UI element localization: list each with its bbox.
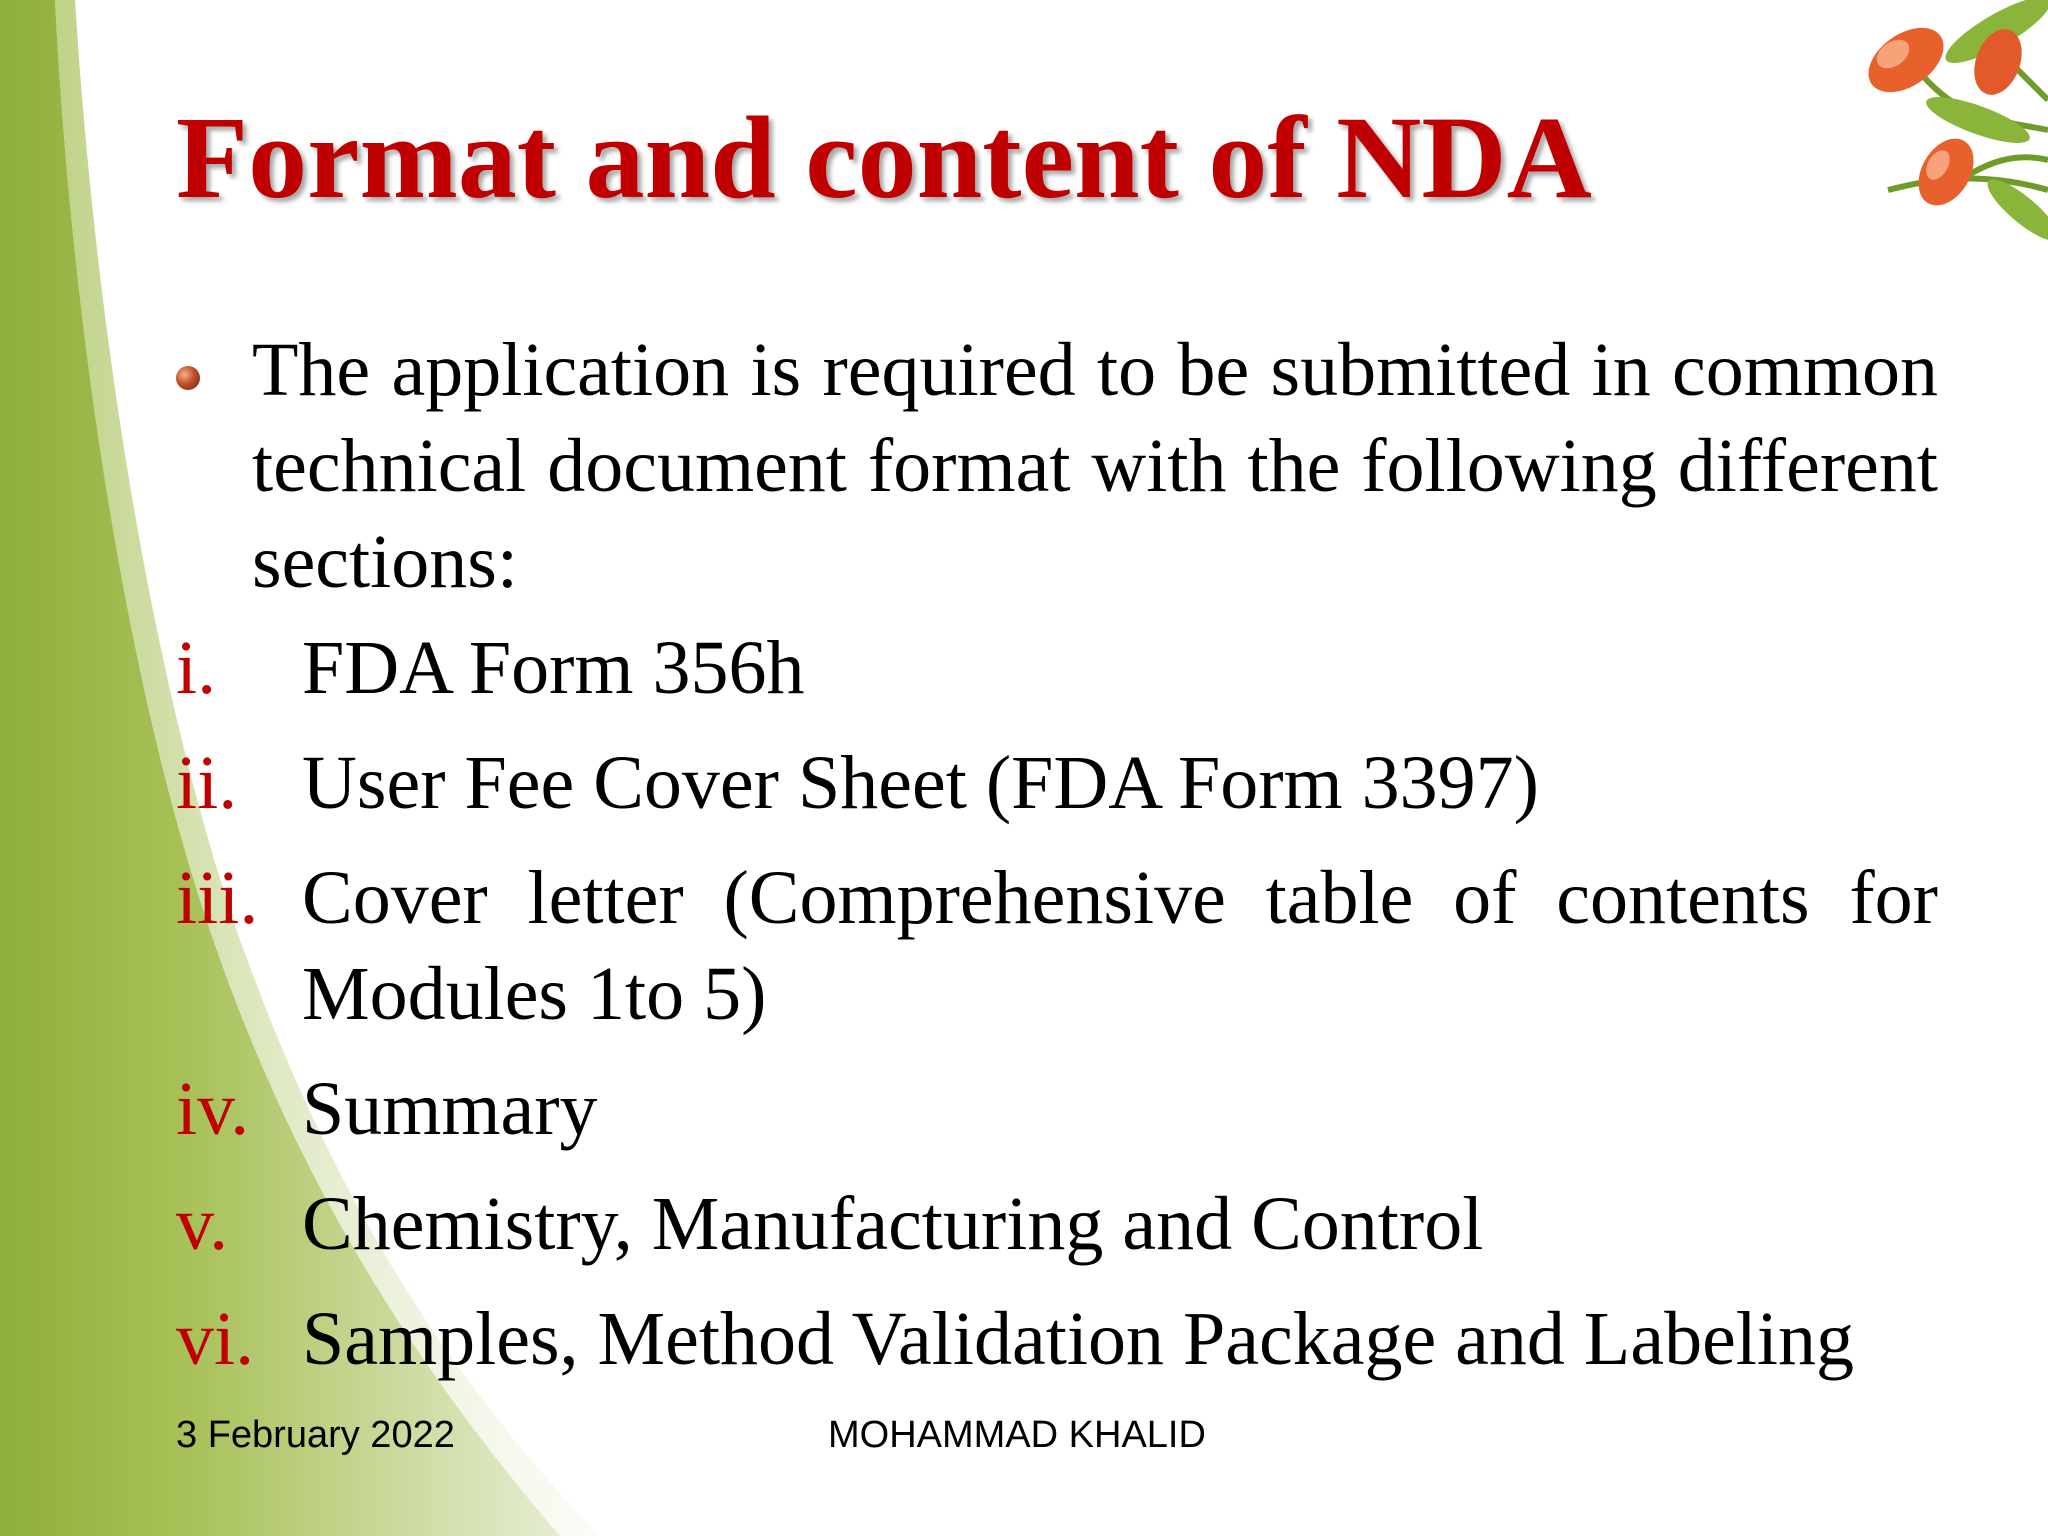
list-number: iii. xyxy=(176,856,259,940)
intro-text: The application is required to be submitted in common technical document format with the following different sections: xyxy=(252,328,1938,604)
list-item-text: Cover letter (Comprehensive table of contents for Modules 1to 5) xyxy=(302,856,1938,1036)
footer-date: 3 February 2022 xyxy=(176,1414,455,1456)
list-number: iv. xyxy=(176,1067,250,1151)
list-item-text: Chemistry, Manufacturing and Control xyxy=(302,1182,1484,1266)
list-number: v. xyxy=(176,1182,229,1266)
list-item xyxy=(176,850,1938,1042)
slide-title: Format and content of NDA xyxy=(176,92,1592,223)
list-number: i. xyxy=(176,626,217,710)
list-item-text: Summary xyxy=(302,1067,598,1151)
list-number: vi. xyxy=(176,1297,255,1381)
list-item-text: User Fee Cover Sheet (FDA Form 3397) xyxy=(302,741,1539,825)
list-number: ii. xyxy=(176,741,238,825)
tulip-flowers-icon xyxy=(1678,0,2048,250)
list-item xyxy=(176,1176,1938,1272)
intro-bullet xyxy=(176,322,1938,610)
footer-author: MOHAMMAD KHALID xyxy=(828,1414,1206,1456)
list-item xyxy=(176,1291,1938,1387)
list-item-text: Samples, Method Validation Package and Labeling xyxy=(302,1297,1855,1381)
round-bullet-icon xyxy=(176,366,200,390)
sections-list xyxy=(176,620,1938,1406)
list-item xyxy=(176,620,1938,716)
list-item-text: FDA Form 356h xyxy=(302,626,805,710)
list-item xyxy=(176,735,1938,831)
list-item xyxy=(176,1061,1938,1157)
